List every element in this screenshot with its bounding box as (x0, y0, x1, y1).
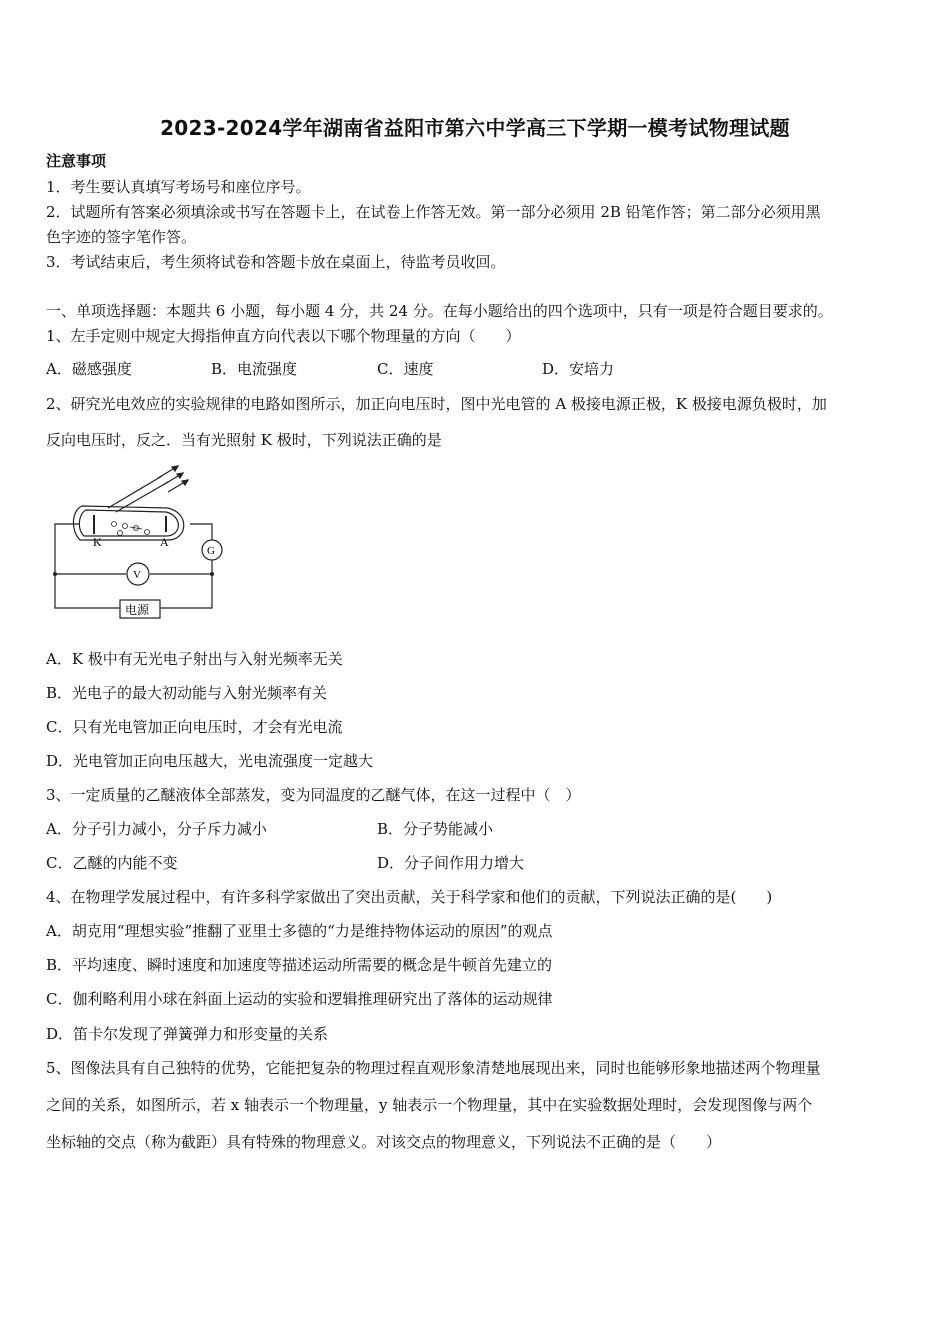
q3-option-a: A．分子引力减小，分子斥力减小 (46, 820, 267, 838)
q1-option-b: B．电流强度 (211, 360, 298, 378)
q4-option-a: A．胡克用“理想实验”推翻了亚里士多德的“力是维持物体运动的原因”的观点 (46, 922, 553, 940)
question-2-stem: 2、研究光电效应的实验规律的电路如图所示，加正向电压时，图中光电管的 A 极接电源正极，K 极接电源负极时，加 (46, 395, 827, 413)
photoelectric-circuit-diagram (50, 458, 230, 628)
q3-option-c: C．乙醚的内能不变 (46, 854, 178, 872)
q4-option-b: B．平均速度、瞬时速度和加速度等描述运动所需要的概念是牛顿首先建立的 (46, 956, 553, 974)
power-source-label: 电源 (125, 603, 150, 617)
phototube (73, 476, 183, 540)
q1-option-d: D．安培力 (542, 360, 615, 378)
voltmeter-label: V (133, 569, 141, 581)
notice-item: 3．考试结束后，考生须将试卷和答题卡放在桌面上，待监考员收回。 (46, 253, 506, 271)
junction-dot (53, 572, 57, 576)
question-3-stem: 3、一定质量的乙醚液体全部蒸发，变为同温度的乙醚气体，在这一过程中（ ） (46, 786, 581, 804)
question-4-stem: 4、在物理学发展过程中，有许多科学家做出了突出贡献，关于科学家和他们的贡献，下列说法正确的是( ) (46, 888, 773, 906)
notice-item: 色字迹的签字笔作答。 (46, 228, 197, 246)
light-rays (158, 466, 188, 492)
question-5-stem: 之间的关系，如图所示，若 x 轴表示一个物理量，y 轴表示一个物理量，其中在实验数据处理时，会发现图像与两个 (46, 1096, 813, 1114)
q2-option-d: D．光电管加正向电压越大，光电流强度一定越大 (46, 752, 374, 770)
notice-item: 1．考生要认真填写考场号和座位序号。 (46, 178, 311, 196)
question-2-stem: 反向电压时，反之．当有光照射 K 极时，下列说法正确的是 (46, 431, 442, 449)
galvanometer-label: G (207, 545, 215, 557)
cathode-label: K (93, 535, 102, 549)
q2-option-a: A．K 极中有无光电子射出与入射光频率无关 (46, 650, 343, 668)
q2-option-c: C．只有光电管加正向电压时，才会有光电流 (46, 718, 343, 736)
question-1-stem: 1、左手定则中规定大拇指伸直方向代表以下哪个物理量的方向（ ） (46, 327, 521, 345)
notice-heading: 注意事项 (46, 152, 107, 170)
question-5-stem: 5、图像法具有自己独特的优势，它能把复杂的物理过程直观形象清楚地展现出来，同时也能够形象地描述两个物理量 (46, 1059, 821, 1077)
section-heading: 一、单项选择题：本题共 6 小题，每小题 4 分，共 24 分。在每小题给出的四个选项中，只有一项是符合题目要求的。 (46, 302, 833, 320)
question-5-stem: 坐标轴的交点（称为截距）具有特殊的物理意义。对该交点的物理意义，下列说法不正确的是（ ） (46, 1133, 722, 1151)
q1-option-a: A．磁感强度 (46, 360, 132, 378)
page-title: 2023-2024学年湖南省益阳市第六中学高三下学期一模考试物理试题 (160, 116, 790, 140)
notice-item: 2．试题所有答案必须填涂或书写在答题卡上，在试卷上作答无效。第一部分必须用 2B 铅笔作答；第二部分必须用黑 (46, 203, 821, 221)
q3-option-d: D．分子间作用力增大 (377, 854, 525, 872)
q3-option-b: B．分子势能减小 (377, 820, 494, 838)
q2-option-b: B．光电子的最大初动能与入射光频率有关 (46, 684, 328, 702)
junction-dot (210, 572, 214, 576)
q4-option-d: D．笛卡尔发现了弹簧弹力和形变量的关系 (46, 1025, 329, 1043)
electrons (112, 522, 150, 536)
anode-label: A (160, 535, 169, 549)
q1-option-c: C．速度 (377, 360, 434, 378)
q4-option-c: C．伽利略利用小球在斜面上运动的实验和逻辑推理研究出了落体的运动规律 (46, 990, 553, 1008)
